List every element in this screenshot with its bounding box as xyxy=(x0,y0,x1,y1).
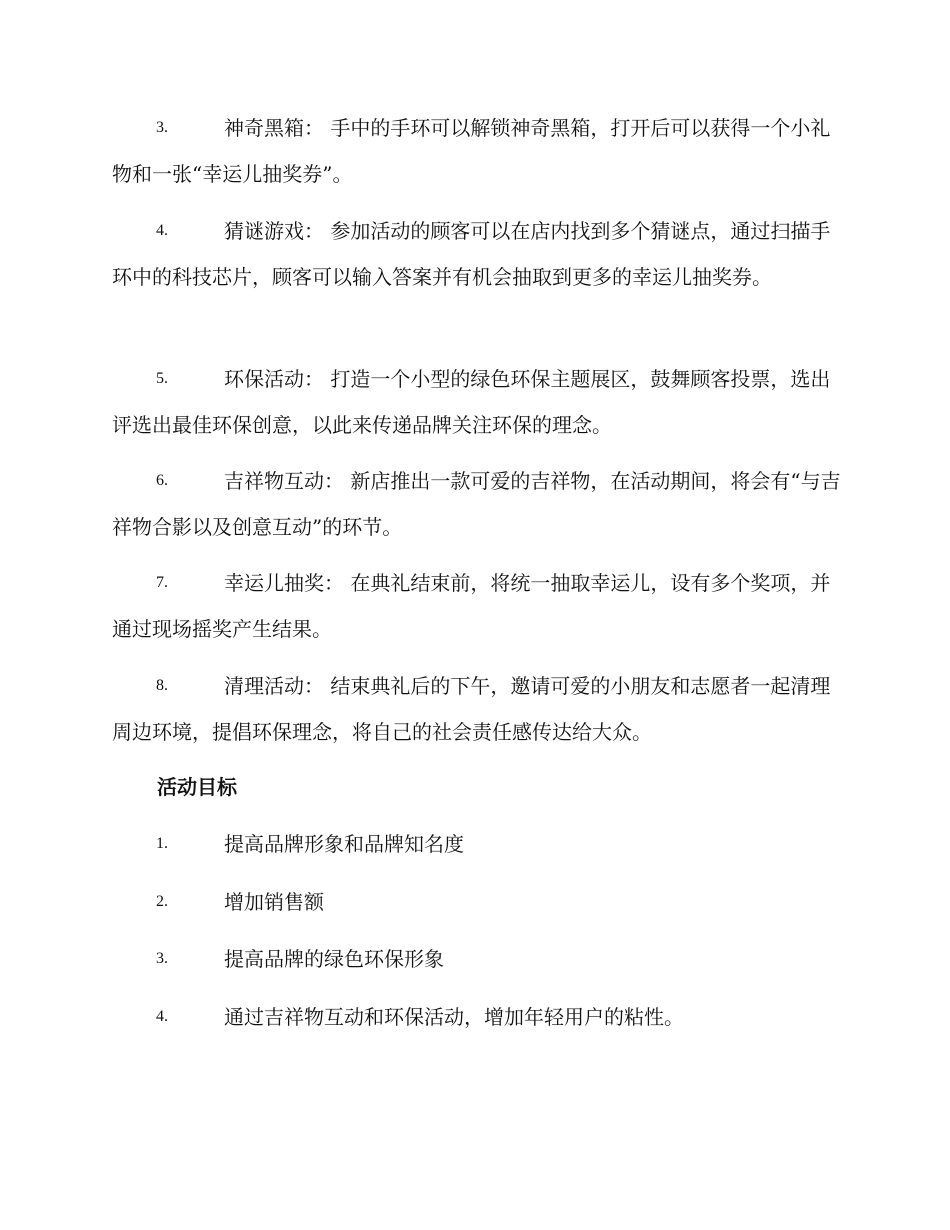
item-number: 4. xyxy=(156,1008,168,1025)
item-text: 提高品牌形象和品牌知名度 xyxy=(224,832,464,856)
item-text: 在典礼结束前，将统一抽取幸运儿，设有多个奖项，并通过现场摇奖产生结果。 xyxy=(112,571,831,641)
item-number: 6. xyxy=(156,472,168,489)
item-number: 2. xyxy=(156,893,168,910)
item-text: 增加销售额 xyxy=(224,890,324,914)
item-title: 猜谜游戏： xyxy=(224,219,324,243)
item-number: 8. xyxy=(156,677,168,694)
item-text: 参加活动的顾客可以在店内找到多个猜谜点，通过扫描手环中的科技芯片，顾客可以输入答案并有机会抽取到更多的幸运儿抽奖券。 xyxy=(112,219,831,289)
activity-item-5 xyxy=(112,356,842,448)
item-text: 打造一个小型的绿色环保主题展区，鼓舞顾客投票，选出评选出最佳环保创意，以此来传递品牌关注环保的理念。 xyxy=(112,367,831,437)
item-text: 通过吉祥物互动和环保活动，增加年轻用户的粘性。 xyxy=(224,1005,684,1029)
activity-item-4 xyxy=(112,208,842,300)
item-number: 3. xyxy=(156,950,168,967)
item-title: 吉祥物互动： xyxy=(224,469,344,493)
activity-item-3 xyxy=(112,105,842,197)
item-number: 7. xyxy=(156,574,168,591)
item-title: 幸运儿抽奖： xyxy=(224,571,344,595)
item-text: 提高品牌的绿色环保形象 xyxy=(224,947,444,971)
activity-item-8 xyxy=(112,663,842,755)
item-title: 神奇黑箱： xyxy=(224,116,324,140)
item-title: 清理活动： xyxy=(224,674,324,698)
item-number: 4. xyxy=(156,222,168,239)
activity-item-7 xyxy=(112,560,842,652)
section-heading-goals: 活动目标 xyxy=(157,775,237,799)
item-text: 新店推出一款可爱的吉祥物，在活动期间，将会有“与吉祥物合影以及创意互动”的环节。 xyxy=(112,469,841,539)
item-text: 手中的手环可以解锁神奇黑箱，打开后可以获得一个小礼物和一张“幸运儿抽奖券”。 xyxy=(112,116,831,186)
activity-item-6 xyxy=(112,458,842,550)
item-number: 1. xyxy=(156,835,168,852)
item-title: 环保活动： xyxy=(224,367,324,391)
item-text: 结束典礼后的下午，邀请可爱的小朋友和志愿者一起清理周边环境，提倡环保理念，将自己的社会责任感传达给大众。 xyxy=(112,674,831,744)
item-number: 3. xyxy=(156,119,168,136)
item-number: 5. xyxy=(156,370,168,387)
